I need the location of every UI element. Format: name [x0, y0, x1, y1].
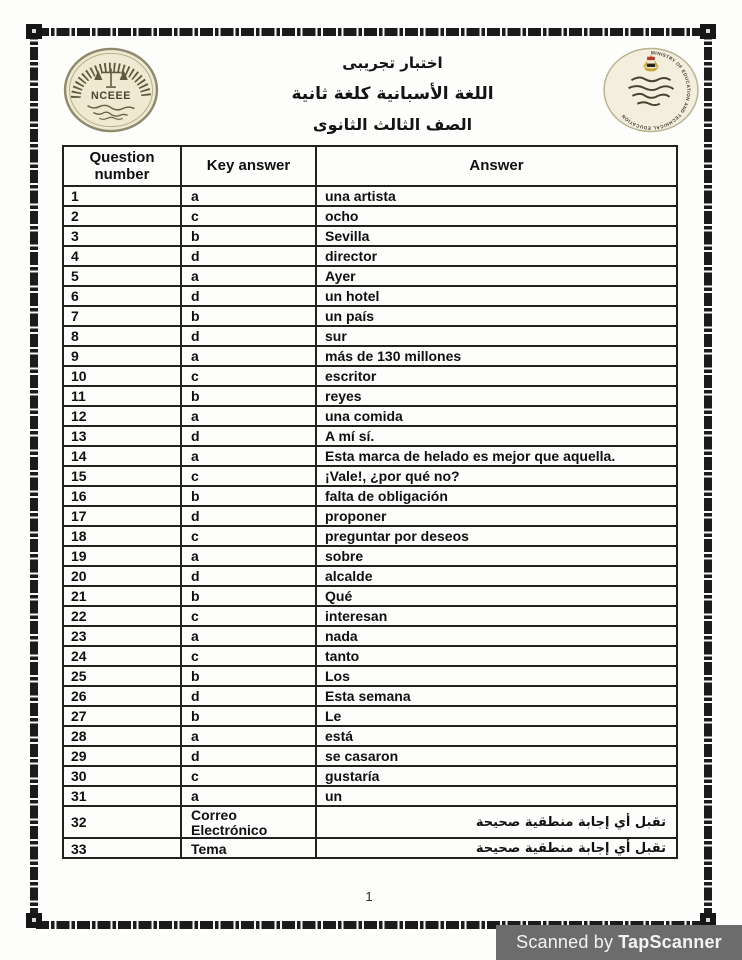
question-number-cell: 27 — [63, 706, 181, 726]
question-number-cell: 15 — [63, 466, 181, 486]
table-row — [63, 266, 677, 286]
border-knot-bottom-left — [26, 913, 42, 928]
answer-cell: Le — [316, 706, 677, 726]
table-row — [63, 686, 677, 706]
table-row — [63, 766, 677, 786]
key-answer-cell: d — [181, 566, 316, 586]
key-answer-cell: a — [181, 186, 316, 206]
key-answer-cell: b — [181, 706, 316, 726]
table-row — [63, 426, 677, 446]
answer-cell: sobre — [316, 546, 677, 566]
exam-title-line2: اللغة الأسبانية كلغة ثانية — [291, 83, 494, 104]
answer-cell: escritor — [316, 366, 677, 386]
border-chain-left — [30, 36, 38, 921]
answer-cell: Los — [316, 666, 677, 686]
question-number-cell: 33 — [63, 838, 181, 858]
answer-cell: Esta marca de helado es mejor que aquella. — [316, 446, 677, 466]
table-row — [63, 506, 677, 526]
table-row — [63, 838, 677, 858]
table-row — [63, 706, 677, 726]
key-answer-cell: a — [181, 446, 316, 466]
question-number-cell: 17 — [63, 506, 181, 526]
table-header-row — [63, 146, 677, 186]
question-number-cell: 19 — [63, 546, 181, 566]
key-answer-cell: d — [181, 286, 316, 306]
answer-cell: falta de obligación — [316, 486, 677, 506]
answer-header: Answer — [316, 146, 677, 186]
answer-cell: una artista — [316, 186, 677, 206]
question-number-cell: 1 — [63, 186, 181, 206]
question-number-cell: 9 — [63, 346, 181, 366]
question-number-cell: 23 — [63, 626, 181, 646]
key-answer-cell: c — [181, 646, 316, 666]
table-row — [63, 546, 677, 566]
table-row — [63, 626, 677, 646]
question-number-cell: 25 — [63, 666, 181, 686]
border-chain-right — [704, 36, 712, 921]
table-row — [63, 346, 677, 366]
answer-cell: ¡Vale!, ¿por qué no? — [316, 466, 677, 486]
key-answer-cell: d — [181, 746, 316, 766]
question-number-cell: 31 — [63, 786, 181, 806]
answer-cell: un país — [316, 306, 677, 326]
answer-cell: تقبل أي إجابة منطقية صحيحة — [316, 806, 677, 838]
question-number-cell: 2 — [63, 206, 181, 226]
table-row — [63, 406, 677, 426]
answer-cell: tanto — [316, 646, 677, 666]
border-knot-top-left — [26, 24, 42, 39]
key-answer-cell: c — [181, 606, 316, 626]
question-number-cell: 11 — [63, 386, 181, 406]
question-number-cell: 20 — [63, 566, 181, 586]
table-row — [63, 646, 677, 666]
answer-cell: Sevilla — [316, 226, 677, 246]
answer-cell: un — [316, 786, 677, 806]
key-answer-cell: a — [181, 406, 316, 426]
table-row — [63, 246, 677, 266]
exam-title-line3: الصف الثالث الثانوى — [312, 115, 473, 134]
ministry-logo-icon — [600, 47, 702, 133]
question-number-cell: 5 — [63, 266, 181, 286]
key-answer-cell: b — [181, 586, 316, 606]
question-number-cell: 10 — [63, 366, 181, 386]
table-row — [63, 566, 677, 586]
question-number-cell: 14 — [63, 446, 181, 466]
key-answer-cell: c — [181, 466, 316, 486]
table-row — [63, 786, 677, 806]
question-number-cell: 24 — [63, 646, 181, 666]
question-number-header: Question number — [63, 146, 181, 186]
answer-cell: alcalde — [316, 566, 677, 586]
question-number-cell: 28 — [63, 726, 181, 746]
key-answer-cell: a — [181, 786, 316, 806]
answer-cell: una comida — [316, 406, 677, 426]
key-answer-cell: d — [181, 326, 316, 346]
question-number-cell: 22 — [63, 606, 181, 626]
page-number: 1 — [365, 889, 373, 904]
answer-cell: A mí sí. — [316, 426, 677, 446]
nceee-logo-label: NCEEE — [91, 89, 131, 102]
answer-cell: sur — [316, 326, 677, 346]
table-row — [63, 386, 677, 406]
tapscanner-watermark — [496, 925, 742, 960]
key-answer-cell: d — [181, 686, 316, 706]
question-number-cell: 7 — [63, 306, 181, 326]
key-answer-cell: c — [181, 206, 316, 226]
answer-cell: reyes — [316, 386, 677, 406]
table-row — [63, 526, 677, 546]
key-answer-cell: d — [181, 246, 316, 266]
table-row — [63, 326, 677, 346]
answer-cell: Qué — [316, 586, 677, 606]
question-number-cell: 13 — [63, 426, 181, 446]
table-row — [63, 366, 677, 386]
answer-cell: director — [316, 246, 677, 266]
table-row — [63, 206, 677, 226]
key-answer-cell: c — [181, 366, 316, 386]
border-knot-top-right — [700, 24, 716, 39]
watermark-brand: TapScanner — [618, 932, 722, 952]
border-chain-top — [36, 28, 706, 36]
question-number-cell: 26 — [63, 686, 181, 706]
key-answer-cell: c — [181, 766, 316, 786]
table-row — [63, 726, 677, 746]
table-row — [63, 226, 677, 246]
answer-cell: preguntar por deseos — [316, 526, 677, 546]
key-answer-cell: d — [181, 426, 316, 446]
answer-cell: un hotel — [316, 286, 677, 306]
exam-title-block — [100, 47, 685, 140]
table-row — [63, 446, 677, 466]
ministry-logo-ring-text: MINISTRY OF EDUCATION AND TECHNICAL EDUCATION — [620, 50, 692, 131]
question-number-cell: 32 — [63, 806, 181, 838]
key-answer-cell: a — [181, 346, 316, 366]
answer-cell: تقبل أي إجابة منطقية صحيحة — [316, 838, 677, 858]
key-answer-cell: b — [181, 486, 316, 506]
answer-cell: ocho — [316, 206, 677, 226]
key-answer-cell: a — [181, 726, 316, 746]
table-row — [63, 306, 677, 326]
table-row — [63, 286, 677, 306]
table-row — [63, 606, 677, 626]
key-answer-cell: Correo Electrónico — [181, 806, 316, 838]
watermark-prefix: Scanned by — [516, 932, 614, 952]
key-answer-cell: b — [181, 226, 316, 246]
table-row — [63, 746, 677, 766]
key-answer-cell: b — [181, 306, 316, 326]
answer-key-table — [62, 145, 678, 859]
answer-cell: más de 130 millones — [316, 346, 677, 366]
answer-cell: gustaría — [316, 766, 677, 786]
question-number-cell: 3 — [63, 226, 181, 246]
key-answer-cell: b — [181, 666, 316, 686]
table-row — [63, 666, 677, 686]
question-number-cell: 4 — [63, 246, 181, 266]
exam-title-line1: اختبار تجريبى — [342, 53, 443, 72]
key-answer-cell: Tema — [181, 838, 316, 858]
answer-table-body — [63, 186, 677, 858]
question-number-cell: 16 — [63, 486, 181, 506]
table-row — [63, 466, 677, 486]
key-answer-header: Key answer — [181, 146, 316, 186]
question-number-cell: 18 — [63, 526, 181, 546]
table-row — [63, 806, 677, 838]
answer-cell: proponer — [316, 506, 677, 526]
question-number-cell: 8 — [63, 326, 181, 346]
question-number-cell: 30 — [63, 766, 181, 786]
answer-cell: nada — [316, 626, 677, 646]
table-row — [63, 586, 677, 606]
table-row — [63, 186, 677, 206]
answer-cell: Ayer — [316, 266, 677, 286]
table-row — [63, 486, 677, 506]
key-answer-cell: a — [181, 626, 316, 646]
question-number-cell: 29 — [63, 746, 181, 766]
key-answer-cell: c — [181, 526, 316, 546]
ministry-logo — [600, 47, 702, 138]
answer-cell: se casaron — [316, 746, 677, 766]
question-number-cell: 6 — [63, 286, 181, 306]
key-answer-cell: b — [181, 386, 316, 406]
question-number-cell: 21 — [63, 586, 181, 606]
answer-cell: Esta semana — [316, 686, 677, 706]
answer-cell: interesan — [316, 606, 677, 626]
key-answer-cell: a — [181, 266, 316, 286]
key-answer-cell: d — [181, 506, 316, 526]
answer-cell: está — [316, 726, 677, 746]
question-number-cell: 12 — [63, 406, 181, 426]
key-answer-cell: a — [181, 546, 316, 566]
